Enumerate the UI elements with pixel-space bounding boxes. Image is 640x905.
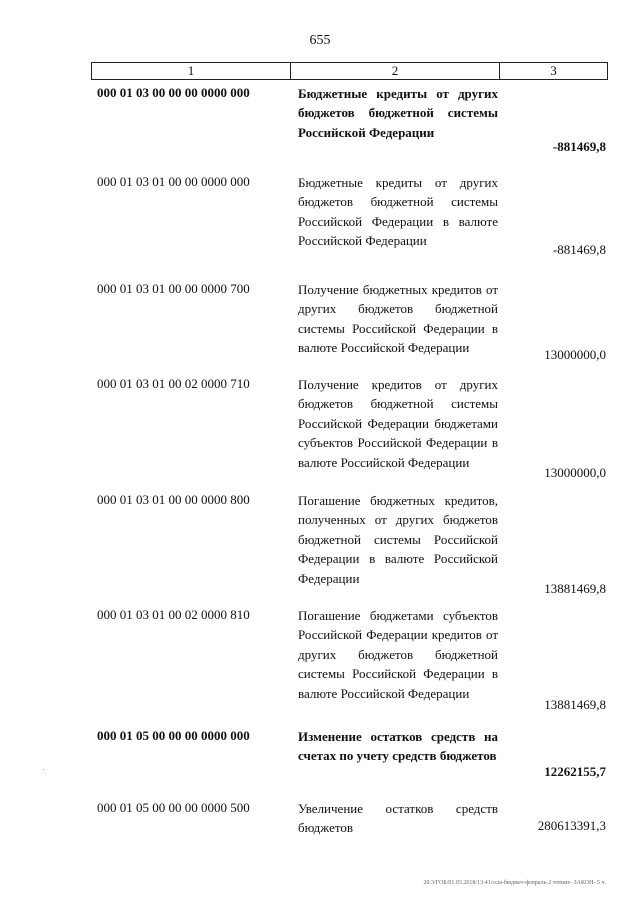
row-amount: 13881469,8 — [544, 581, 606, 596]
page-number: 655 — [309, 33, 331, 48]
column-header-code: 1 — [92, 63, 291, 79]
row-code: 000 01 03 01 00 00 0000 700 — [97, 281, 250, 296]
row-name: Погашение бюджетных кредитов, полученных от других бюджетов бюджетной системы Российской Федерации в валюте Российской Федерации — [298, 493, 498, 586]
row-amount: 280613391,3 — [537, 818, 606, 833]
row-name: Погашение бюджетами субъектов Российской Федерации кредитов от других бюджетов бюджетной системы Российской Федерации в валюте Российской Федерации — [298, 608, 498, 701]
row-name: Изменение остатков средств на счетах по учету средств бюджетов — [298, 729, 498, 764]
row-code: 000 01 03 01 00 02 0000 710 — [97, 376, 250, 391]
footer-file-stamp: 20.3/ГОБ/01.03.2018/13:41/ссы-бюджет-февраль-2 чтение- ЗАКОН- 5 ч. — [423, 880, 606, 886]
row-name: Бюджетные кредиты от других бюджетов бюджетной системы Российской Федерации — [298, 86, 498, 140]
row-amount: 13000000,0 — [544, 465, 606, 480]
row-code: 000 01 05 00 00 00 0000 000 — [97, 728, 250, 743]
row-amount: 13881469,8 — [544, 697, 606, 712]
row-amount: -881469,8 — [552, 242, 606, 257]
row-amount: 13000000,0 — [544, 347, 606, 362]
scan-speck — [43, 769, 44, 770]
column-header-name: 2 — [291, 63, 500, 79]
row-name: Бюджетные кредиты от других бюджетов бюджетной системы Российской Федерации в валюте Российской Федерации — [298, 175, 498, 249]
table-header — [91, 62, 608, 80]
row-code: 000 01 03 01 00 02 0000 810 — [97, 607, 250, 622]
row-name: Получение кредитов от других бюджетов бюджетной системы Российской Федерации бюджетами субъектов Российской Федерации в валюте Российской Федерации — [298, 377, 498, 470]
row-code: 000 01 05 00 00 00 0000 500 — [97, 800, 250, 815]
row-code: 000 01 03 01 00 00 0000 800 — [97, 492, 250, 507]
row-amount: -881469,8 — [552, 139, 606, 154]
row-name: Получение бюджетных кредитов от других бюджетов бюджетной системы Российской Федерации в валюте Российской Федерации — [298, 282, 498, 356]
row-code: 000 01 03 01 00 00 0000 000 — [97, 174, 250, 189]
column-header-amount: 3 — [550, 63, 557, 78]
row-code: 000 01 03 00 00 00 0000 000 — [97, 85, 250, 100]
row-amount: 12262155,7 — [544, 764, 606, 779]
row-name: Увеличение остатков средств бюджетов — [298, 801, 498, 836]
